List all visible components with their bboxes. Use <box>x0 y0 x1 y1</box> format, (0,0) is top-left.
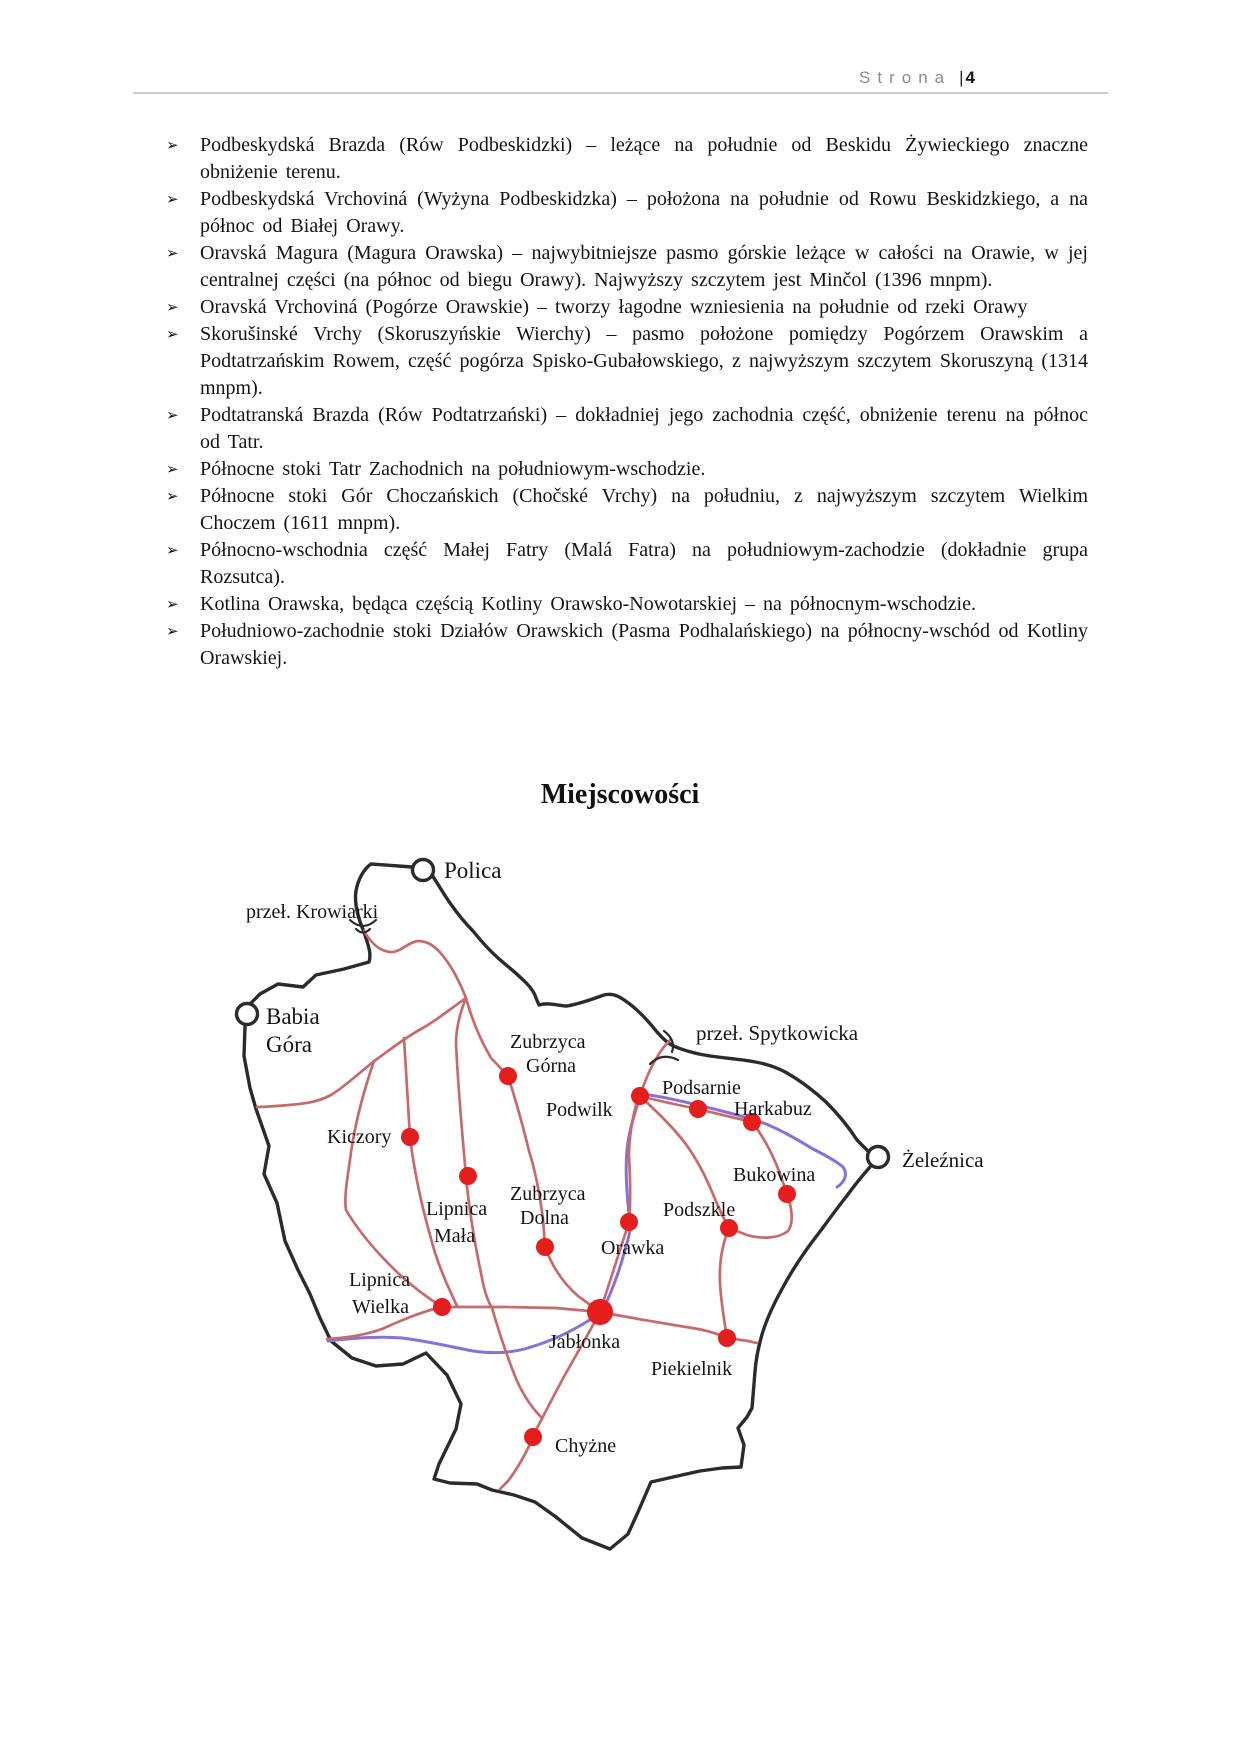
list-item-text: Skorušinské Vrchy (Skoruszyńskie Wierchy) – pasmo położone pomiędzy Pogórzem Orawskim a Podtatrzańskim Rowem, część pogórza Spisko-Gubałowskiego, z najwyższym szczytem Skoruszyną (1314 mnpm). <box>200 323 1088 399</box>
orava-localities-map <box>190 845 1010 1555</box>
header-rule <box>133 92 1108 94</box>
map-label-lipnica-wielka: Lipnica <box>349 1269 411 1291</box>
map-label-lipnica-mala: Lipnica <box>426 1198 488 1220</box>
list-item-text: Podbeskydská Brazda (Rów Podbeskidzki) – leżące na południe od Beskidu Żywieckiego znaczne obniżenie terenu. <box>200 134 1088 183</box>
list-item <box>133 240 1088 294</box>
list-item <box>133 537 1088 591</box>
map-label-lipnica-wielka: Wielka <box>352 1296 409 1318</box>
list-item <box>133 483 1088 537</box>
peak-circle-polica <box>413 860 434 881</box>
list-item-text: Kotlina Orawska, będąca częścią Kotliny Orawsko-Nowotarskiej – na północnym-wschodzie. <box>200 593 976 615</box>
map-label-harkabuz: Harkabuz <box>734 1098 812 1120</box>
list-item-text: Podbeskydská Vrchoviná (Wyżyna Podbeskidzka) – położona na południe od Rowu Beskidzkiego, a na północ od Białej Orawy. <box>200 188 1088 237</box>
town-dot-jablonka <box>587 1299 613 1325</box>
region-boundary <box>251 864 412 1003</box>
town-dot-zubrzyca-gorna <box>499 1067 517 1085</box>
arrow-bullet-icon: ➢ <box>166 541 179 559</box>
arrow-bullet-icon: ➢ <box>166 406 179 424</box>
road-line <box>404 1038 457 1306</box>
page-header <box>133 68 975 88</box>
town-dot-podwilk <box>631 1087 649 1105</box>
map-label-babia-gora: Babia <box>266 1004 320 1029</box>
town-dot-kiczory <box>401 1128 419 1146</box>
town-dot-piekielnik <box>718 1329 736 1347</box>
list-item-text: Podtatranská Brazda (Rów Podtatrzański) – dokładniej jego zachodnia część, obniżenie terenu na północ od Tatr. <box>200 404 1088 453</box>
list-item <box>133 618 1088 672</box>
list-item <box>133 591 1088 618</box>
header-page-number: 4 <box>965 68 975 87</box>
map-label-polica: Polica <box>444 858 502 883</box>
map-label-orawka: Orawka <box>601 1237 665 1259</box>
header-separator: | <box>959 68 964 87</box>
arrow-bullet-icon: ➢ <box>166 460 179 478</box>
town-dot-bukowina <box>778 1185 796 1203</box>
town-dot-lipnica-wielka <box>433 1298 451 1316</box>
list-item <box>133 132 1088 186</box>
map-label-chyzne: Chyżne <box>555 1435 617 1457</box>
road-line <box>364 931 600 1312</box>
arrow-bullet-icon: ➢ <box>166 622 179 640</box>
list-item <box>133 186 1088 240</box>
map-label-spytkowicka: przeł. Spytkowicka <box>696 1021 859 1045</box>
map-label-jablonka: Jabłonka <box>549 1331 621 1353</box>
map-label-kiczory: Kiczory <box>327 1126 392 1148</box>
map-label-bukowina: Bukowina <box>733 1164 816 1186</box>
map-label-babia-gora: Góra <box>266 1032 312 1057</box>
map-label-krowiarki: przeł. Krowiarki <box>246 901 379 923</box>
list-item <box>133 402 1088 456</box>
map-label-zubrzyca-dolna: Dolna <box>520 1207 569 1229</box>
header-page-label: Strona <box>859 68 952 87</box>
map-label-zubrzyca-dolna: Zubrzyca <box>510 1183 586 1205</box>
arrow-bullet-icon: ➢ <box>166 487 179 505</box>
town-dot-orawka <box>620 1213 638 1231</box>
arrow-bullet-icon: ➢ <box>166 595 179 613</box>
list-item <box>133 294 1088 321</box>
map-label-piekielnik: Piekielnik <box>651 1358 733 1380</box>
list-item <box>133 321 1088 402</box>
town-dot-lipnica-mala <box>459 1167 477 1185</box>
peak-circle-babia-gora <box>237 1004 258 1025</box>
arrow-bullet-icon: ➢ <box>166 244 179 262</box>
arrow-bullet-icon: ➢ <box>166 136 179 154</box>
list-item-text: Północne stoki Gór Choczańskich (Chočské Vrchy) na południu, z najwyższym szczytem Wielkim Choczem (1611 mnpm). <box>200 485 1088 534</box>
town-dot-podsarnie <box>689 1100 707 1118</box>
arrow-bullet-icon: ➢ <box>166 190 179 208</box>
section-title: Miejscowości <box>540 779 700 810</box>
map-label-podszkle: Podszkle <box>663 1199 736 1221</box>
map-label-zeleznica: Żeleźnica <box>902 1148 984 1172</box>
town-dot-zubrzyca-dolna <box>536 1238 554 1256</box>
list-item-text: Oravská Vrchoviná (Pogórze Orawskie) – tworzy łagodne wzniesienia na południe od rzeki Orawy <box>200 296 1028 318</box>
map-label-podwilk: Podwilk <box>546 1099 613 1121</box>
map-label-zubrzyca-gorna: Górna <box>526 1055 576 1077</box>
arrow-bullet-icon: ➢ <box>166 325 179 343</box>
list-item-text: Południowo-zachodnie stoki Działów Orawskich (Pasma Podhalańskiego) na północny-wschód od Kotliny Orawskiej. <box>200 620 1088 669</box>
list-item-text: Oravská Magura (Magura Orawska) – najwybitniejsze pasmo górskie leżące w całości na Orawie, w jej centralnej części (na północ od biegu Orawy). Najwyższy szczytem jest Minčol (1396 mnpm). <box>200 242 1088 291</box>
road-line <box>600 1039 671 1312</box>
map-label-zubrzyca-gorna: Zubrzyca <box>510 1031 586 1053</box>
peak-circle-zeleznica <box>868 1147 889 1168</box>
town-dot-chyzne <box>524 1428 542 1446</box>
map-label-lipnica-mala: Mała <box>434 1225 476 1247</box>
list-item <box>133 456 1088 483</box>
list-item-text: Północne stoki Tatr Zachodnich na południowym-wschodzie. <box>200 458 706 480</box>
list-item-text: Północno-wschodnia część Małej Fatry (Malá Fatra) na południowym-zachodzie (dokładnie grupa Rozsutca). <box>200 539 1088 588</box>
town-dot-podszkle <box>720 1219 738 1237</box>
map-label-podsarnie: Podsarnie <box>662 1077 741 1099</box>
bullet-list <box>133 132 1088 672</box>
arrow-bullet-icon: ➢ <box>166 298 179 316</box>
